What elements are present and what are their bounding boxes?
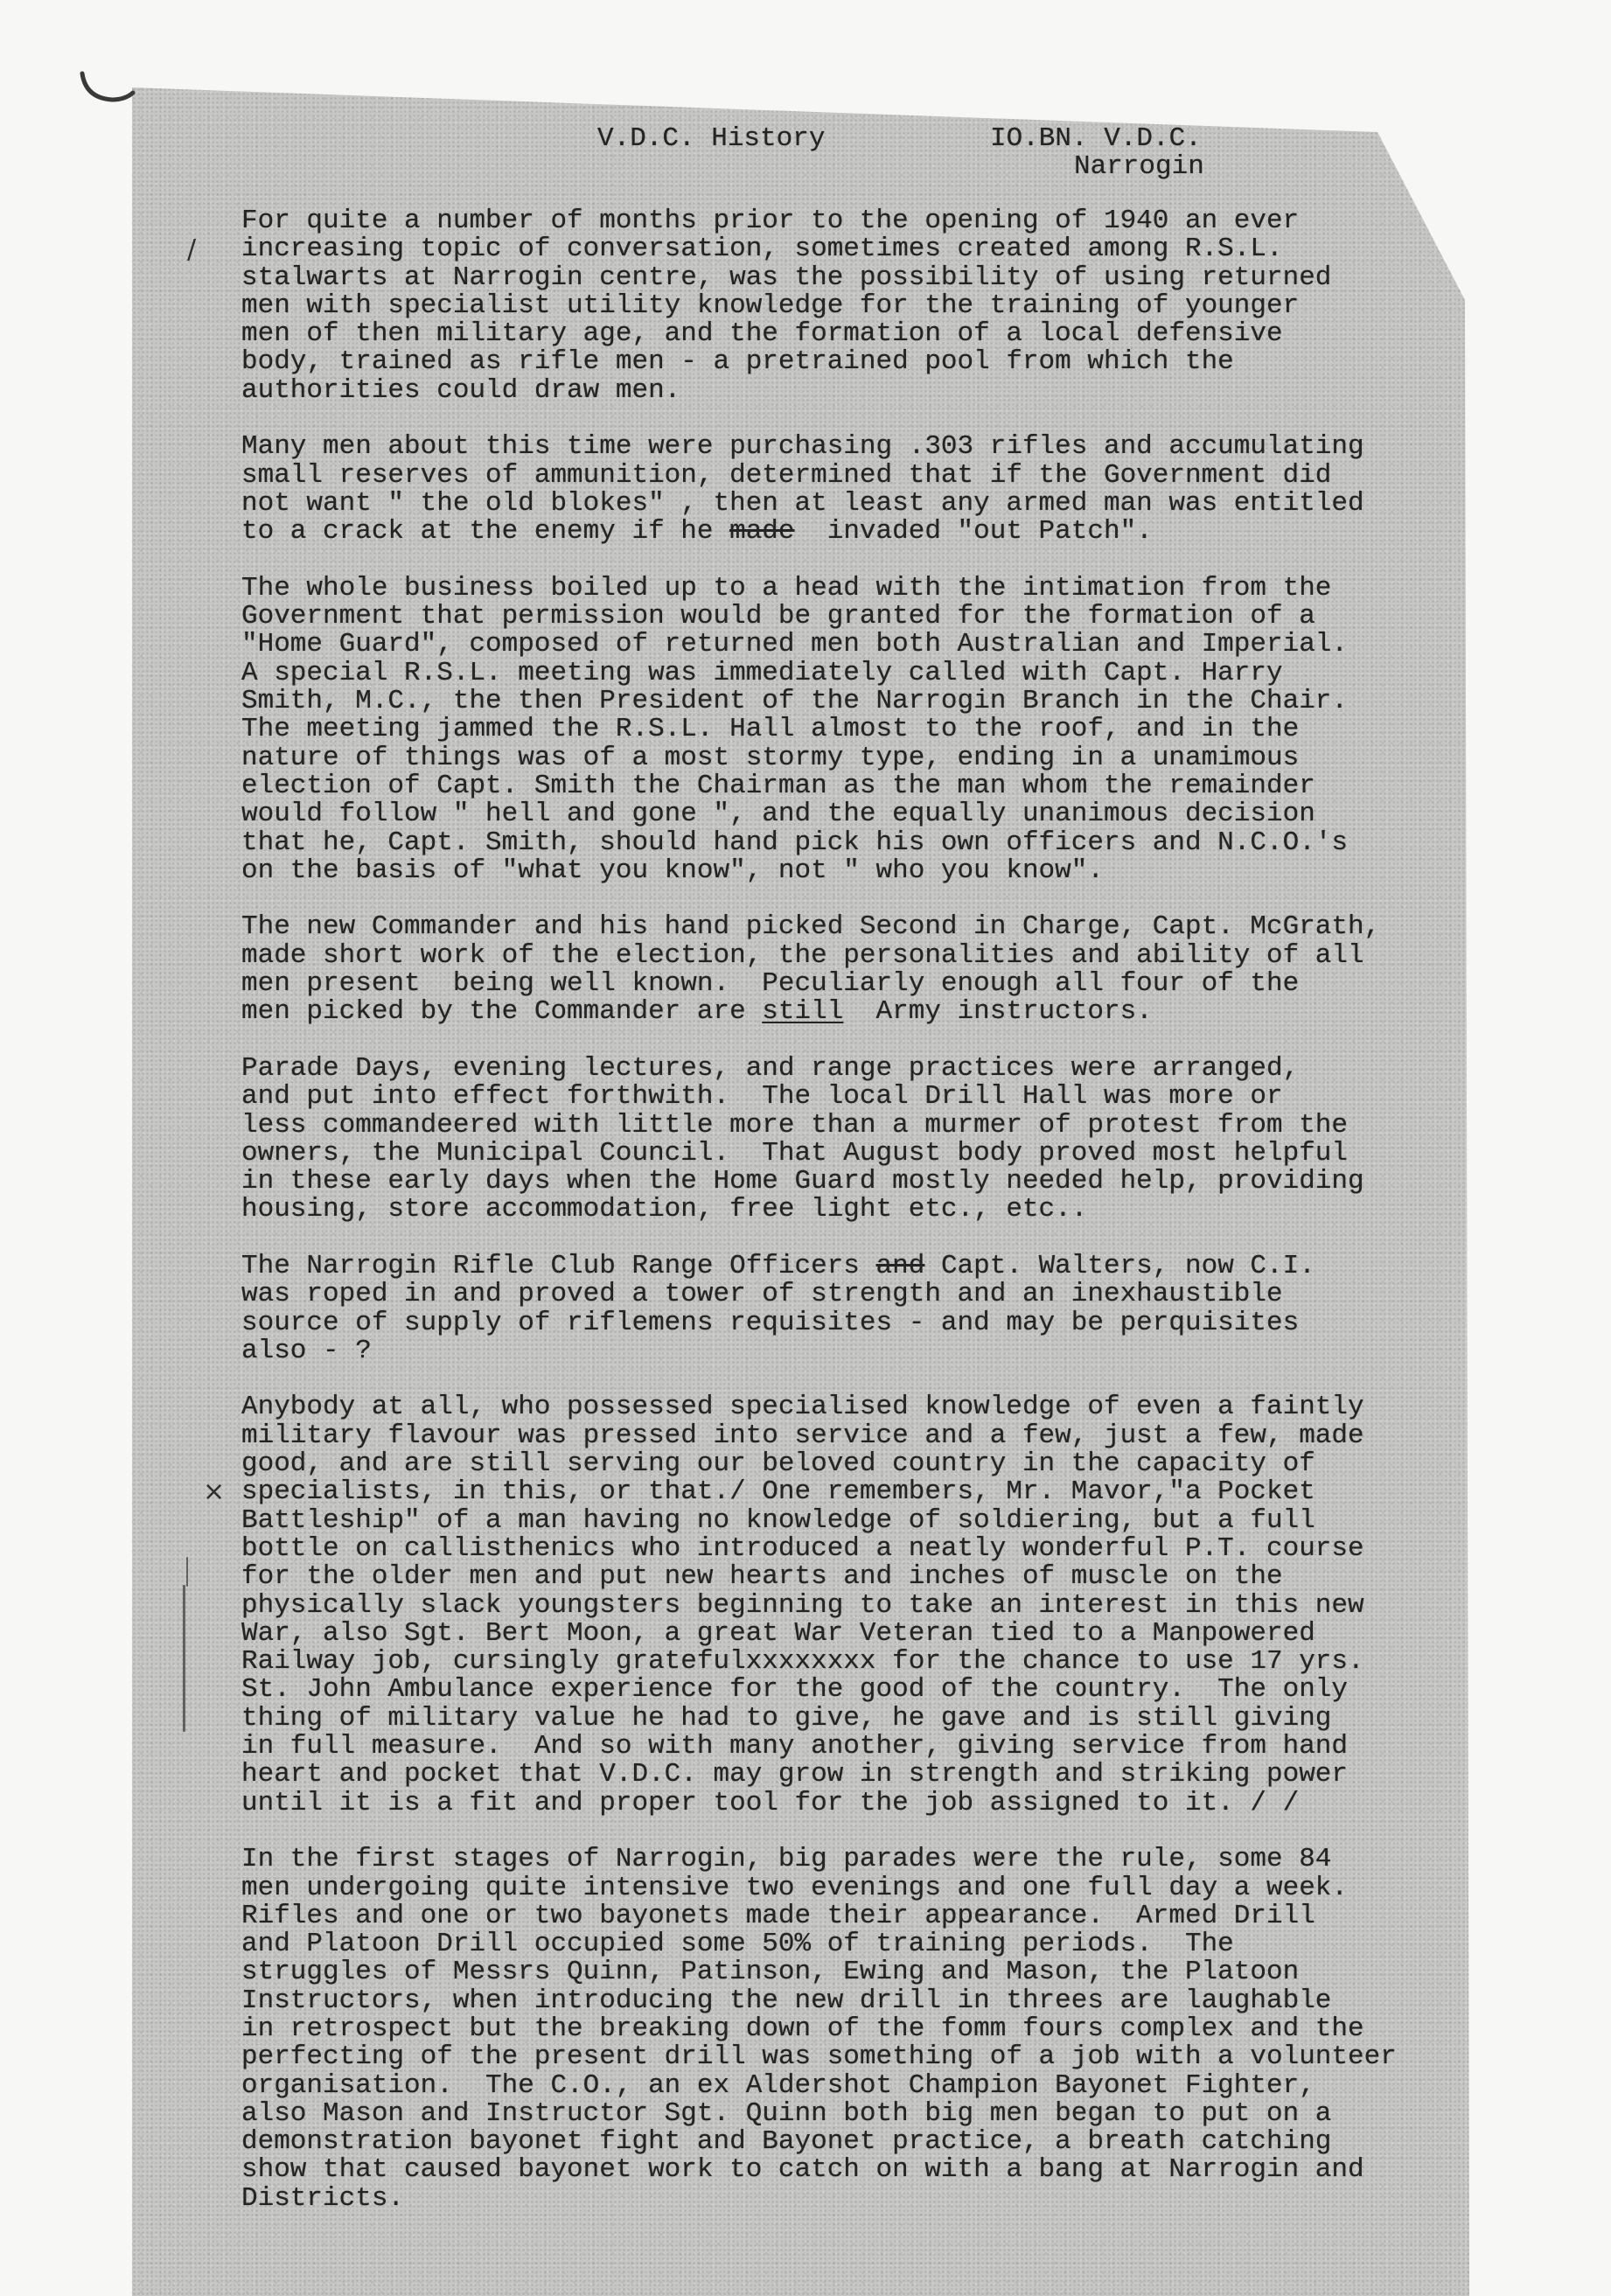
text-line: bottle on callisthenics who introduced a neatly wonderful P.T. course — [241, 1532, 1364, 1564]
text-line: For quite a number of months prior to the opening of 1940 an ever — [241, 206, 1300, 236]
text-line — [241, 518, 1397, 546]
text-line: Districts. — [241, 2182, 405, 2214]
text-line: demonstration bayonet fight and Bayonet practice, a breath catching — [241, 2126, 1332, 2158]
text-line: St. John Ambulance experience for the good of the country. The only — [241, 1674, 1349, 1706]
text-line: owners, the Municipal Council. That August body proved most helpful — [241, 1137, 1349, 1169]
underlined-word: still — [762, 996, 844, 1028]
text-line: heart and pocket that V.D.C. may grow in strength and striking power — [241, 1759, 1349, 1790]
margin-tick-mark: / — [187, 234, 197, 265]
text-line: Many men about this time were purchasing .303 rifles and accumulating — [241, 431, 1364, 463]
corner-smudge — [77, 68, 138, 107]
text-line: until it is a fit and proper tool for the job assigned to it. / / — [241, 1787, 1300, 1818]
location-label: Narrogin — [1074, 151, 1204, 182]
text-line: Rifles and one or two bayonets made their appearance. Armed Drill — [241, 1900, 1315, 1931]
text-line: for the older men and put new hearts and inches of muscle on the — [241, 1561, 1283, 1593]
struck-through-word: made — [729, 516, 795, 548]
text-line: men present being well known. Peculiarly enough all four of the — [241, 968, 1300, 1000]
text-line: Railway job, cursingly gratefulxxxxxxxx for the chance to use 17 yrs. — [241, 1646, 1364, 1678]
text-line: housing, store accommodation, free light etc., etc.. — [241, 1194, 1088, 1225]
text-line: Smith, M.C., the then President of the Narrogin Branch in the Chair. — [241, 686, 1349, 717]
text-line: specialists, in this, or that./ One remembers, Mr. Mavor,"a Pocket — [241, 1476, 1315, 1508]
text-segment: men picked by the Commander are — [241, 996, 763, 1028]
text-line: body, trained as rifle men - a pretrained pool from which the — [241, 346, 1234, 378]
paragraph — [241, 572, 1397, 886]
paragraph — [241, 913, 1397, 1026]
text-line: The meeting jammed the R.S.L. Hall almost to the roof, and in the — [241, 714, 1300, 745]
paragraph — [241, 1393, 1397, 1817]
paragraph — [241, 207, 1397, 405]
text-segment: to a crack at the enemy if he — [241, 516, 730, 548]
text-line: Anybody at all, who possessed specialised knowledge of even a faintly — [241, 1392, 1364, 1423]
text-line: men undergoing quite intensive two evenings and one full day a week. — [241, 1872, 1349, 1903]
document-title: V.D.C. History — [597, 123, 826, 154]
text-line: The new Commander and his hand picked Second in Charge, Capt. McGrath, — [241, 911, 1381, 943]
text-line: The whole business boiled up to a head with the intimation from the — [241, 572, 1332, 604]
text-line: War, also Sgt. Bert Moon, a great War Veteran tied to a Manpowered — [241, 1617, 1315, 1649]
text-line: stalwarts at Narrogin centre, was the possibility of using returned — [241, 262, 1332, 293]
margin-cross-mark: × — [203, 1476, 226, 1507]
text-line: was roped in and proved a tower of strength and an inexhaustible — [241, 1279, 1283, 1310]
text-line: thing of military value he had to give, he gave and is still giving — [241, 1702, 1332, 1734]
text-line: in retrospect but the breaking down of the fomm fours complex and the — [241, 2013, 1364, 2044]
text-line: in these early days when the Home Guard mostly needed help, providing — [241, 1166, 1364, 1197]
text-line — [241, 1250, 1397, 1281]
text-line: also - ? — [241, 1335, 372, 1366]
text-line: good, and are still serving our beloved country in the capacity of — [241, 1448, 1315, 1480]
text-segment: invaded "out Patch". — [794, 516, 1153, 548]
text-line: organisation. The C.O., an ex Aldershot Champion Bayonet Fighter, — [241, 2069, 1315, 2101]
text-line: authorities could draw men. — [241, 374, 681, 406]
text-line: nature of things was of a most stormy type, ending in a unamimous — [241, 742, 1300, 773]
text-line: also Mason and Instructor Sgt. Quinn both big men began to put on a — [241, 2097, 1332, 2129]
text-segment: Capt. Walters, now C.I. — [924, 1250, 1315, 1281]
document-body — [241, 207, 1397, 2241]
text-line: Parade Days, evening lectures, and range practices were arranged, — [241, 1052, 1300, 1084]
paragraph — [241, 433, 1397, 546]
text-line: on the basis of "what you know", not " who you know". — [241, 855, 1104, 886]
margin-pencil-line — [183, 1585, 185, 1732]
margin-pencil-tick — [186, 1557, 188, 1587]
text-line: physically slack youngsters beginning to take an interest in this new — [241, 1589, 1364, 1621]
text-line: election of Capt. Smith the Chairman as the man whom the remainder — [241, 770, 1315, 801]
text-line — [241, 998, 1397, 1026]
text-line: source of supply of riflemens requisites - and may be perquisites — [241, 1307, 1300, 1338]
text-line: and put into effect forthwith. The local Drill Hall was more or — [241, 1081, 1283, 1113]
paragraph — [241, 1250, 1397, 1366]
text-line: Government that permission would be granted for the formation of a — [241, 601, 1315, 632]
text-line: show that caused bayonet work to catch on with a bang at Narrogin and — [241, 2154, 1364, 2186]
text-line: struggles of Messrs Quinn, Patinson, Ewing and Mason, the Platoon — [241, 1957, 1300, 1988]
text-line: military flavour was pressed into service and a few, just a few, made — [241, 1420, 1364, 1451]
text-line: made short work of the election, the personalities and ability of all — [241, 939, 1364, 971]
paragraph — [241, 1052, 1397, 1225]
text-segment: Army instructors. — [843, 996, 1153, 1028]
text-line: would follow " hell and gone ", and the equally unanimous decision — [241, 799, 1315, 830]
text-line: small reserves of ammunition, determined that if the Government did — [241, 459, 1332, 491]
text-line: increasing topic of conversation, sometimes created among R.S.L. — [241, 234, 1283, 265]
text-line: "Home Guard", composed of returned men both Australian and Imperial. — [241, 629, 1349, 660]
struck-through-word: and — [875, 1250, 925, 1281]
text-line: not want " the old blokes" , then at least any armed man was entitled — [241, 487, 1364, 519]
text-line: men with specialist utility knowledge for the training of younger — [241, 290, 1300, 321]
text-line: less commandeered with little more than a murmer of protest from the — [241, 1109, 1349, 1141]
text-line: Battleship" of a man having no knowledge of soldiering, but a full — [241, 1504, 1315, 1536]
text-line: that he, Capt. Smith, should hand pick his own officers and N.C.O.'s — [241, 827, 1349, 858]
text-line: men of then military age, and the formation of a local defensive — [241, 318, 1283, 350]
unit-designation: IO.BN. V.D.C. — [990, 123, 1202, 154]
paragraph — [241, 1846, 1397, 2213]
text-line: perfecting of the present drill was something of a job with a volunteer — [241, 2041, 1397, 2073]
text-line: Instructors, when introducing the new drill in threes are laughable — [241, 1985, 1332, 2016]
text-line: A special R.S.L. meeting was immediately called with Capt. Harry — [241, 657, 1283, 688]
text-line: In the first stages of Narrogin, big parades were the rule, some 84 — [241, 1844, 1332, 1875]
text-segment: The Narrogin Rifle Club Range Officers — [241, 1250, 876, 1281]
text-line: in full measure. And so with many another, giving service from hand — [241, 1731, 1349, 1762]
text-line: and Platoon Drill occupied some 50% of training periods. The — [241, 1929, 1234, 1960]
